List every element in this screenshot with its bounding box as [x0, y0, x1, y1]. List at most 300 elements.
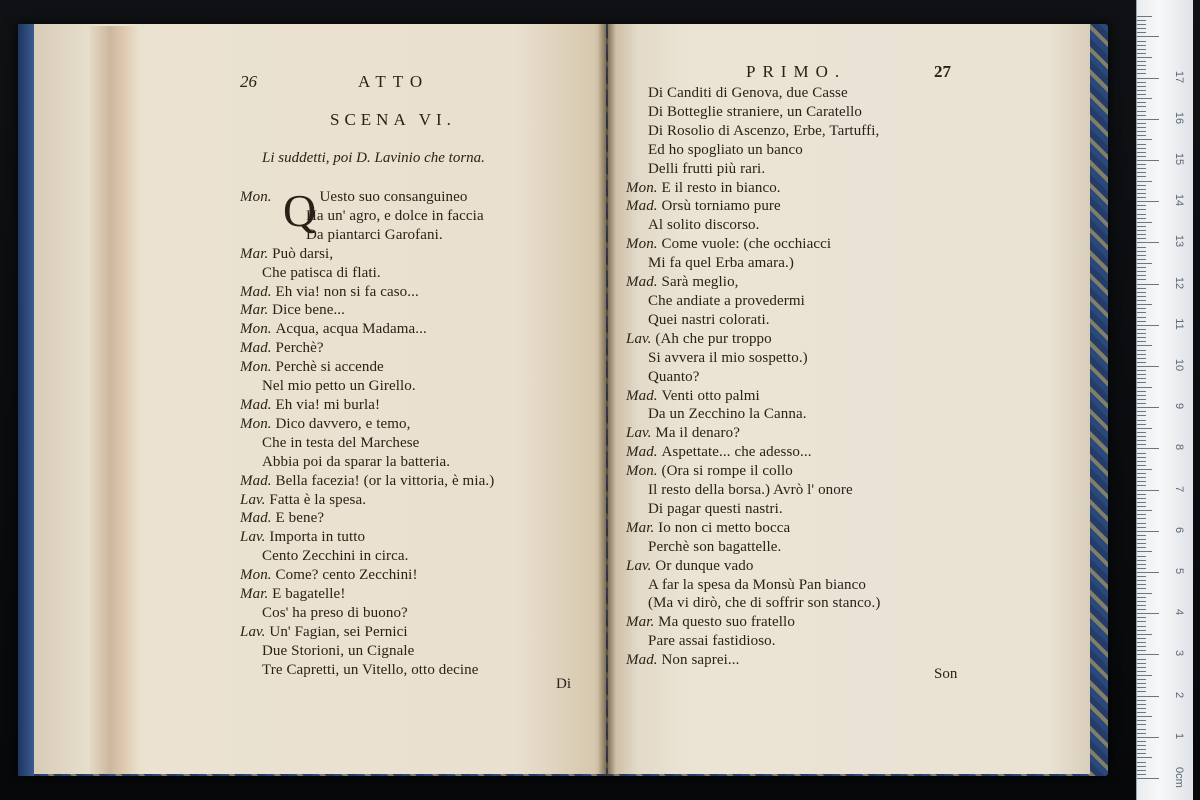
verse-text: (Ma vi dirò, che di soffrir son stanco.) [648, 595, 881, 612]
ruler-tick [1137, 502, 1146, 503]
ruler-tick [1137, 605, 1146, 606]
ruler-tick [1137, 16, 1152, 17]
verse-text: Ma questo suo fratello [658, 614, 795, 631]
ruler-tick [1137, 189, 1146, 190]
ruler-tick [1137, 135, 1146, 136]
ruler-tick [1137, 337, 1146, 338]
ruler-label: 8 [1173, 444, 1185, 451]
verse-text: Ma il denaro? [655, 425, 740, 442]
ruler-tick [1137, 387, 1152, 388]
speaker-label: Mar. [626, 519, 659, 536]
ruler-tick [1137, 564, 1146, 565]
ruler-tick [1137, 675, 1152, 676]
ruler-tick [1137, 288, 1146, 289]
verse-text: Perchè son bagattelle. [648, 538, 782, 555]
verse-text: Nel mio petto un Girello. [262, 378, 416, 395]
measuring-ruler [1136, 0, 1193, 800]
ruler-tick [1137, 712, 1146, 713]
ruler-tick [1137, 296, 1146, 297]
ruler-tick [1137, 729, 1146, 730]
verse-line [240, 642, 600, 661]
ruler-tick [1137, 247, 1146, 248]
ruler-tick [1137, 584, 1146, 585]
ruler-tick [1137, 621, 1146, 622]
ruler-tick [1137, 382, 1146, 383]
verse-line [626, 632, 1066, 651]
verse-line [626, 443, 1066, 462]
ruler-tick [1137, 321, 1146, 322]
verse-text: Mi fa quel Erba amara.) [648, 255, 794, 272]
verse-line [626, 576, 1066, 595]
verse-line [626, 179, 1066, 198]
verse-line [626, 538, 1066, 557]
speaker-label: Mon. [240, 321, 276, 338]
ruler-tick [1137, 687, 1146, 688]
ruler-label: 0cm [1173, 767, 1185, 788]
verse-text: Perchè? [275, 340, 324, 357]
verse-text: (Ah che pur troppo [655, 330, 772, 347]
verse-text: A far la spesa da Monsù Pan bianco [648, 576, 866, 593]
ruler-tick [1137, 24, 1146, 25]
ruler-tick [1137, 597, 1146, 598]
ruler-tick [1137, 234, 1146, 235]
verse-line [240, 453, 600, 472]
ruler-tick [1137, 156, 1146, 157]
ruler-tick [1137, 613, 1159, 614]
verse-line [240, 264, 600, 283]
verse-text: Perchè si accende [275, 359, 384, 376]
speaker-label: Mar. [240, 245, 273, 262]
left-catchword: Di [556, 676, 571, 692]
verse-line [626, 424, 1066, 443]
ruler-tick [1137, 115, 1146, 116]
ruler-tick [1137, 102, 1146, 103]
ruler-tick [1137, 82, 1146, 83]
verse-text: Quanto? [648, 368, 700, 385]
ruler-label: 5 [1173, 567, 1185, 575]
verse-line [240, 661, 600, 680]
ruler-tick [1137, 659, 1146, 660]
ruler-tick [1137, 593, 1152, 594]
verse-line [626, 292, 1066, 311]
verse-line [626, 141, 1066, 160]
speaker-label: Mar. [240, 586, 273, 603]
ruler-tick [1137, 395, 1146, 396]
ruler-tick [1137, 98, 1152, 99]
ruler-label: 1 [1173, 732, 1185, 739]
ruler-tick [1137, 572, 1159, 573]
verse-line [626, 500, 1066, 519]
verse-text: Può darsi, [272, 245, 334, 262]
ruler-tick [1137, 778, 1159, 779]
verse-text: Quei nastri colorati. [648, 311, 770, 328]
ruler-tick [1137, 720, 1146, 721]
verse-text: Un' Fagian, sei Pernici [269, 623, 408, 640]
verse-line [240, 623, 600, 642]
ruler-tick [1137, 444, 1146, 445]
speaker-label: Lav. [626, 557, 656, 574]
left-running-head: ATTO [358, 72, 430, 91]
ruler-tick [1137, 671, 1146, 672]
ruler-tick [1137, 28, 1146, 29]
ruler-tick [1137, 119, 1159, 120]
ruler-tick [1137, 181, 1152, 182]
ruler-tick [1137, 185, 1146, 186]
verse-text: Aspettate... che adesso... [661, 444, 812, 461]
ruler-tick [1137, 341, 1146, 342]
speaker-label: Mon. [240, 415, 276, 432]
ruler-tick [1137, 53, 1146, 54]
verse-line [240, 358, 600, 377]
verse-text: Or dunque vado [655, 557, 754, 574]
verse-line [626, 311, 1066, 330]
verse-text: Due Storioni, un Cignale [262, 642, 415, 659]
right-catchword: Son [934, 666, 958, 682]
verse-text: E il resto in bianco. [661, 179, 781, 196]
speaker-label: Mon. [240, 567, 276, 584]
ruler-tick [1137, 374, 1146, 375]
ruler-tick [1137, 465, 1146, 466]
verse-line [240, 226, 600, 245]
cover-edge [18, 24, 34, 776]
verse-line [240, 415, 600, 434]
verse-line [626, 594, 1066, 613]
verse-text: Venti otto palmi [661, 387, 760, 404]
ruler-tick [1137, 168, 1146, 169]
ruler-tick [1137, 477, 1146, 478]
ruler-tick [1137, 638, 1146, 639]
ruler-tick [1137, 481, 1146, 482]
ruler-tick [1137, 378, 1146, 379]
verse-line [626, 387, 1066, 406]
verse-text: Ha un' agro, e dolce in faccia [306, 207, 484, 224]
ruler-tick [1137, 304, 1152, 305]
ruler-tick [1137, 164, 1146, 165]
verse-text: Di Rosolio di Ascenzo, Erbe, Tartuffi, [648, 122, 880, 139]
ruler-tick [1137, 111, 1146, 112]
verse-line [240, 472, 600, 491]
verse-line [240, 566, 600, 585]
ruler-label: 7 [1173, 485, 1185, 492]
ruler-tick [1137, 762, 1146, 763]
speaker-label: Mad. [626, 652, 662, 669]
left-page-number: 26 [240, 72, 257, 91]
speaker-label: Mad. [240, 472, 276, 489]
ruler-tick [1137, 226, 1146, 227]
verse-text: Di Botteglie straniere, un Caratello [648, 103, 862, 120]
ruler-tick [1137, 724, 1146, 725]
ruler-tick [1137, 148, 1146, 149]
verse-line [626, 254, 1066, 273]
ruler-tick [1137, 209, 1146, 210]
ruler-tick [1137, 345, 1152, 346]
ruler-label: 14 [1173, 194, 1185, 207]
ruler-tick [1137, 683, 1146, 684]
ruler-tick [1137, 218, 1146, 219]
verse-line [626, 557, 1066, 576]
ruler-tick [1137, 663, 1146, 664]
verse-text: Delli frutti più rari. [648, 160, 766, 177]
ruler-tick [1137, 366, 1159, 367]
ruler-tick [1137, 415, 1146, 416]
verse-line [626, 613, 1066, 632]
verse-text: Da piantarci Garofani. [306, 226, 443, 243]
ruler-tick [1137, 73, 1146, 74]
verse-line [626, 368, 1066, 387]
ruler-tick [1137, 576, 1146, 577]
ruler-tick [1137, 650, 1146, 651]
ruler-tick [1137, 407, 1159, 408]
verse-line [626, 197, 1066, 216]
ruler-label: 2 [1173, 691, 1185, 698]
ruler-tick [1137, 543, 1146, 544]
ruler-tick [1137, 745, 1146, 746]
ruler-tick [1137, 551, 1152, 552]
ruler-tick [1137, 94, 1146, 95]
verse-line [240, 339, 600, 358]
ruler-tick [1137, 251, 1146, 252]
ruler-tick [1137, 626, 1146, 627]
right-page-number: 27 [934, 62, 951, 81]
verse-text: Di pagar questi nastri. [648, 500, 783, 517]
ruler-label: 3 [1173, 650, 1185, 657]
verse-text: Tre Capretti, un Vitello, otto decine [262, 661, 479, 678]
verse-text: E bene? [275, 510, 325, 527]
verse-text: Cos' ha preso di buono? [262, 604, 408, 621]
verse-line [626, 349, 1066, 368]
ruler-tick [1137, 279, 1146, 280]
ruler-tick [1137, 275, 1146, 276]
ruler-tick [1137, 428, 1152, 429]
ruler-tick [1137, 514, 1146, 515]
ruler-tick [1137, 691, 1146, 692]
ruler-tick [1137, 527, 1146, 528]
ruler-tick [1137, 152, 1146, 153]
ruler-tick [1137, 193, 1146, 194]
ruler-tick [1137, 329, 1146, 330]
ruler-tick [1137, 757, 1152, 758]
verse-line [626, 405, 1066, 424]
verse-line [626, 519, 1066, 538]
ruler-tick [1137, 461, 1146, 462]
book-gutter [598, 24, 616, 776]
ruler-tick [1137, 448, 1159, 449]
ruler-tick [1137, 580, 1146, 581]
right-running-head: PRIMO. [746, 62, 847, 81]
speaker-label: Mad. [240, 283, 276, 300]
verse-line [240, 547, 600, 566]
ruler-tick [1137, 704, 1146, 705]
verse-text: Che patisca di flati. [262, 264, 381, 281]
ruler-tick [1137, 403, 1146, 404]
verse-text: Dice bene... [272, 302, 346, 319]
ruler-tick [1137, 78, 1159, 79]
verse-text: Come vuole: (che occhiacci [661, 236, 832, 253]
ruler-tick [1137, 255, 1146, 256]
ruler-tick [1137, 770, 1146, 771]
ruler-tick [1137, 333, 1146, 334]
ruler-tick [1137, 292, 1146, 293]
verse-text: E bagatelle! [272, 586, 346, 603]
ruler-tick [1137, 325, 1159, 326]
ruler-label: 16 [1173, 111, 1185, 124]
ruler-tick [1137, 354, 1146, 355]
page-edge-stain [90, 26, 140, 774]
ruler-tick [1137, 646, 1146, 647]
ruler-tick [1137, 172, 1146, 173]
ruler-tick [1137, 494, 1146, 495]
ruler-label: 15 [1173, 152, 1185, 166]
ruler-tick [1137, 432, 1146, 433]
verse-text: Pare assai fastidioso. [648, 633, 776, 650]
verse-text: Da un Zecchino la Canna. [648, 406, 807, 423]
ruler-tick [1137, 469, 1152, 470]
ruler-tick [1137, 490, 1159, 491]
verse-line [626, 481, 1066, 500]
verse-text: Di Canditi di Genova, due Casse [648, 85, 848, 101]
ruler-tick [1137, 214, 1146, 215]
verse-text: Bella facezia! (or la vittoria, è mia.) [275, 472, 495, 489]
verse-text: Importa in tutto [269, 529, 366, 546]
ruler-tick [1137, 535, 1146, 536]
ruler-tick [1137, 654, 1159, 655]
ruler-tick [1137, 41, 1146, 42]
ruler-label: 13 [1173, 235, 1185, 248]
ruler-tick [1137, 708, 1146, 709]
ruler-tick [1137, 284, 1159, 285]
speaker-label: Lav. [240, 529, 270, 546]
verse-line [240, 283, 600, 302]
ruler-tick [1137, 230, 1146, 231]
verse-line [240, 434, 600, 453]
verse-text: Come? cento Zecchini! [275, 567, 418, 584]
speaker-label: Mar. [240, 302, 273, 319]
ruler-tick [1137, 139, 1152, 140]
verse-line [240, 585, 600, 604]
ruler-tick [1137, 737, 1159, 738]
ruler-tick [1137, 473, 1146, 474]
verse-text: Il resto della borsa.) Avrò l' onore [648, 482, 853, 499]
speaker-label: Lav. [240, 491, 270, 508]
speaker-label: Mad. [240, 396, 276, 413]
verse-line [240, 320, 600, 339]
ruler-tick [1137, 420, 1146, 421]
ruler-tick [1137, 65, 1146, 66]
ruler-tick [1137, 733, 1146, 734]
ruler-tick [1137, 617, 1146, 618]
speaker-label: Mad. [626, 444, 662, 461]
ruler-tick [1137, 518, 1146, 519]
ruler-tick [1137, 57, 1152, 58]
ruler-tick [1137, 350, 1146, 351]
verse-text: Fatta è la spesa. [269, 491, 367, 508]
verse-text: Uesto suo consanguineo [319, 189, 468, 205]
ruler-tick [1137, 267, 1146, 268]
ruler-tick [1137, 45, 1146, 46]
ruler-tick [1137, 176, 1146, 177]
stage-direction: Li suddetti, poi D. Lavinio che torna. [262, 150, 485, 166]
ruler-tick [1137, 69, 1146, 70]
speaker-label: Mad. [626, 274, 662, 291]
ruler-tick [1137, 506, 1146, 507]
ruler-tick [1137, 238, 1146, 239]
ruler-tick [1137, 271, 1146, 272]
speaker-label: Lav. [626, 330, 656, 347]
ruler-tick [1137, 457, 1146, 458]
ruler-tick [1137, 317, 1146, 318]
ruler-tick [1137, 609, 1146, 610]
ruler-label: 6 [1173, 526, 1185, 533]
ruler-tick [1137, 32, 1146, 33]
drop-cap: Q [283, 185, 317, 236]
speaker-label: Mar. [626, 614, 659, 631]
ruler-tick [1137, 700, 1146, 701]
ruler-tick [1137, 300, 1146, 301]
ruler-tick [1137, 588, 1146, 589]
ruler-tick [1137, 370, 1146, 371]
ruler-tick [1137, 201, 1159, 202]
verse-line [626, 273, 1066, 292]
ruler-tick [1137, 90, 1146, 91]
ruler-tick [1137, 197, 1146, 198]
ruler-tick [1137, 766, 1146, 767]
ruler-tick [1137, 453, 1146, 454]
verse-text: Che andiate a provedermi [648, 292, 805, 309]
ruler-tick [1137, 556, 1146, 557]
ruler-tick [1137, 36, 1159, 37]
verse-line [240, 509, 600, 528]
ruler-tick [1137, 774, 1146, 775]
ruler-tick [1137, 440, 1146, 441]
left-page-text [240, 185, 600, 680]
ruler-label: 11 [1173, 318, 1185, 330]
ruler-tick [1137, 436, 1146, 437]
ruler-tick [1137, 362, 1146, 363]
ruler-tick [1137, 568, 1146, 569]
verse-text: Non saprei... [661, 652, 740, 669]
ruler-tick [1137, 20, 1146, 21]
ruler-tick [1137, 642, 1146, 643]
ruler-tick [1137, 411, 1146, 412]
ruler-label: 12 [1173, 276, 1185, 289]
verse-text: Al solito discorso. [648, 217, 760, 234]
ruler-tick [1137, 539, 1146, 540]
speaker-label: Mad. [240, 340, 276, 357]
ruler-tick [1137, 61, 1146, 62]
speaker-label: Mad. [626, 387, 662, 404]
scene-title: SCENA VI. [330, 110, 456, 129]
verse-text: Sarà meglio, [661, 274, 739, 291]
ruler-tick [1137, 49, 1146, 50]
ruler-tick [1137, 749, 1146, 750]
ruler-tick [1137, 222, 1152, 223]
verse-text: Che in testa del Marchese [262, 434, 420, 451]
speaker-label: Mon. [626, 236, 662, 253]
verse-text: Orsù torniamo pure [661, 198, 781, 215]
ruler-tick [1137, 312, 1146, 313]
ruler-tick [1137, 358, 1146, 359]
verse-text: Ed ho spogliato un banco [648, 141, 803, 158]
verse-line [240, 188, 600, 207]
ruler-tick [1137, 741, 1146, 742]
ruler-tick [1137, 547, 1146, 548]
ruler-tick [1137, 667, 1146, 668]
ruler-tick [1137, 263, 1152, 264]
verse-line [626, 160, 1066, 179]
verse-line [240, 528, 600, 547]
ruler-label: 10 [1173, 358, 1185, 372]
ruler-tick [1137, 259, 1146, 260]
